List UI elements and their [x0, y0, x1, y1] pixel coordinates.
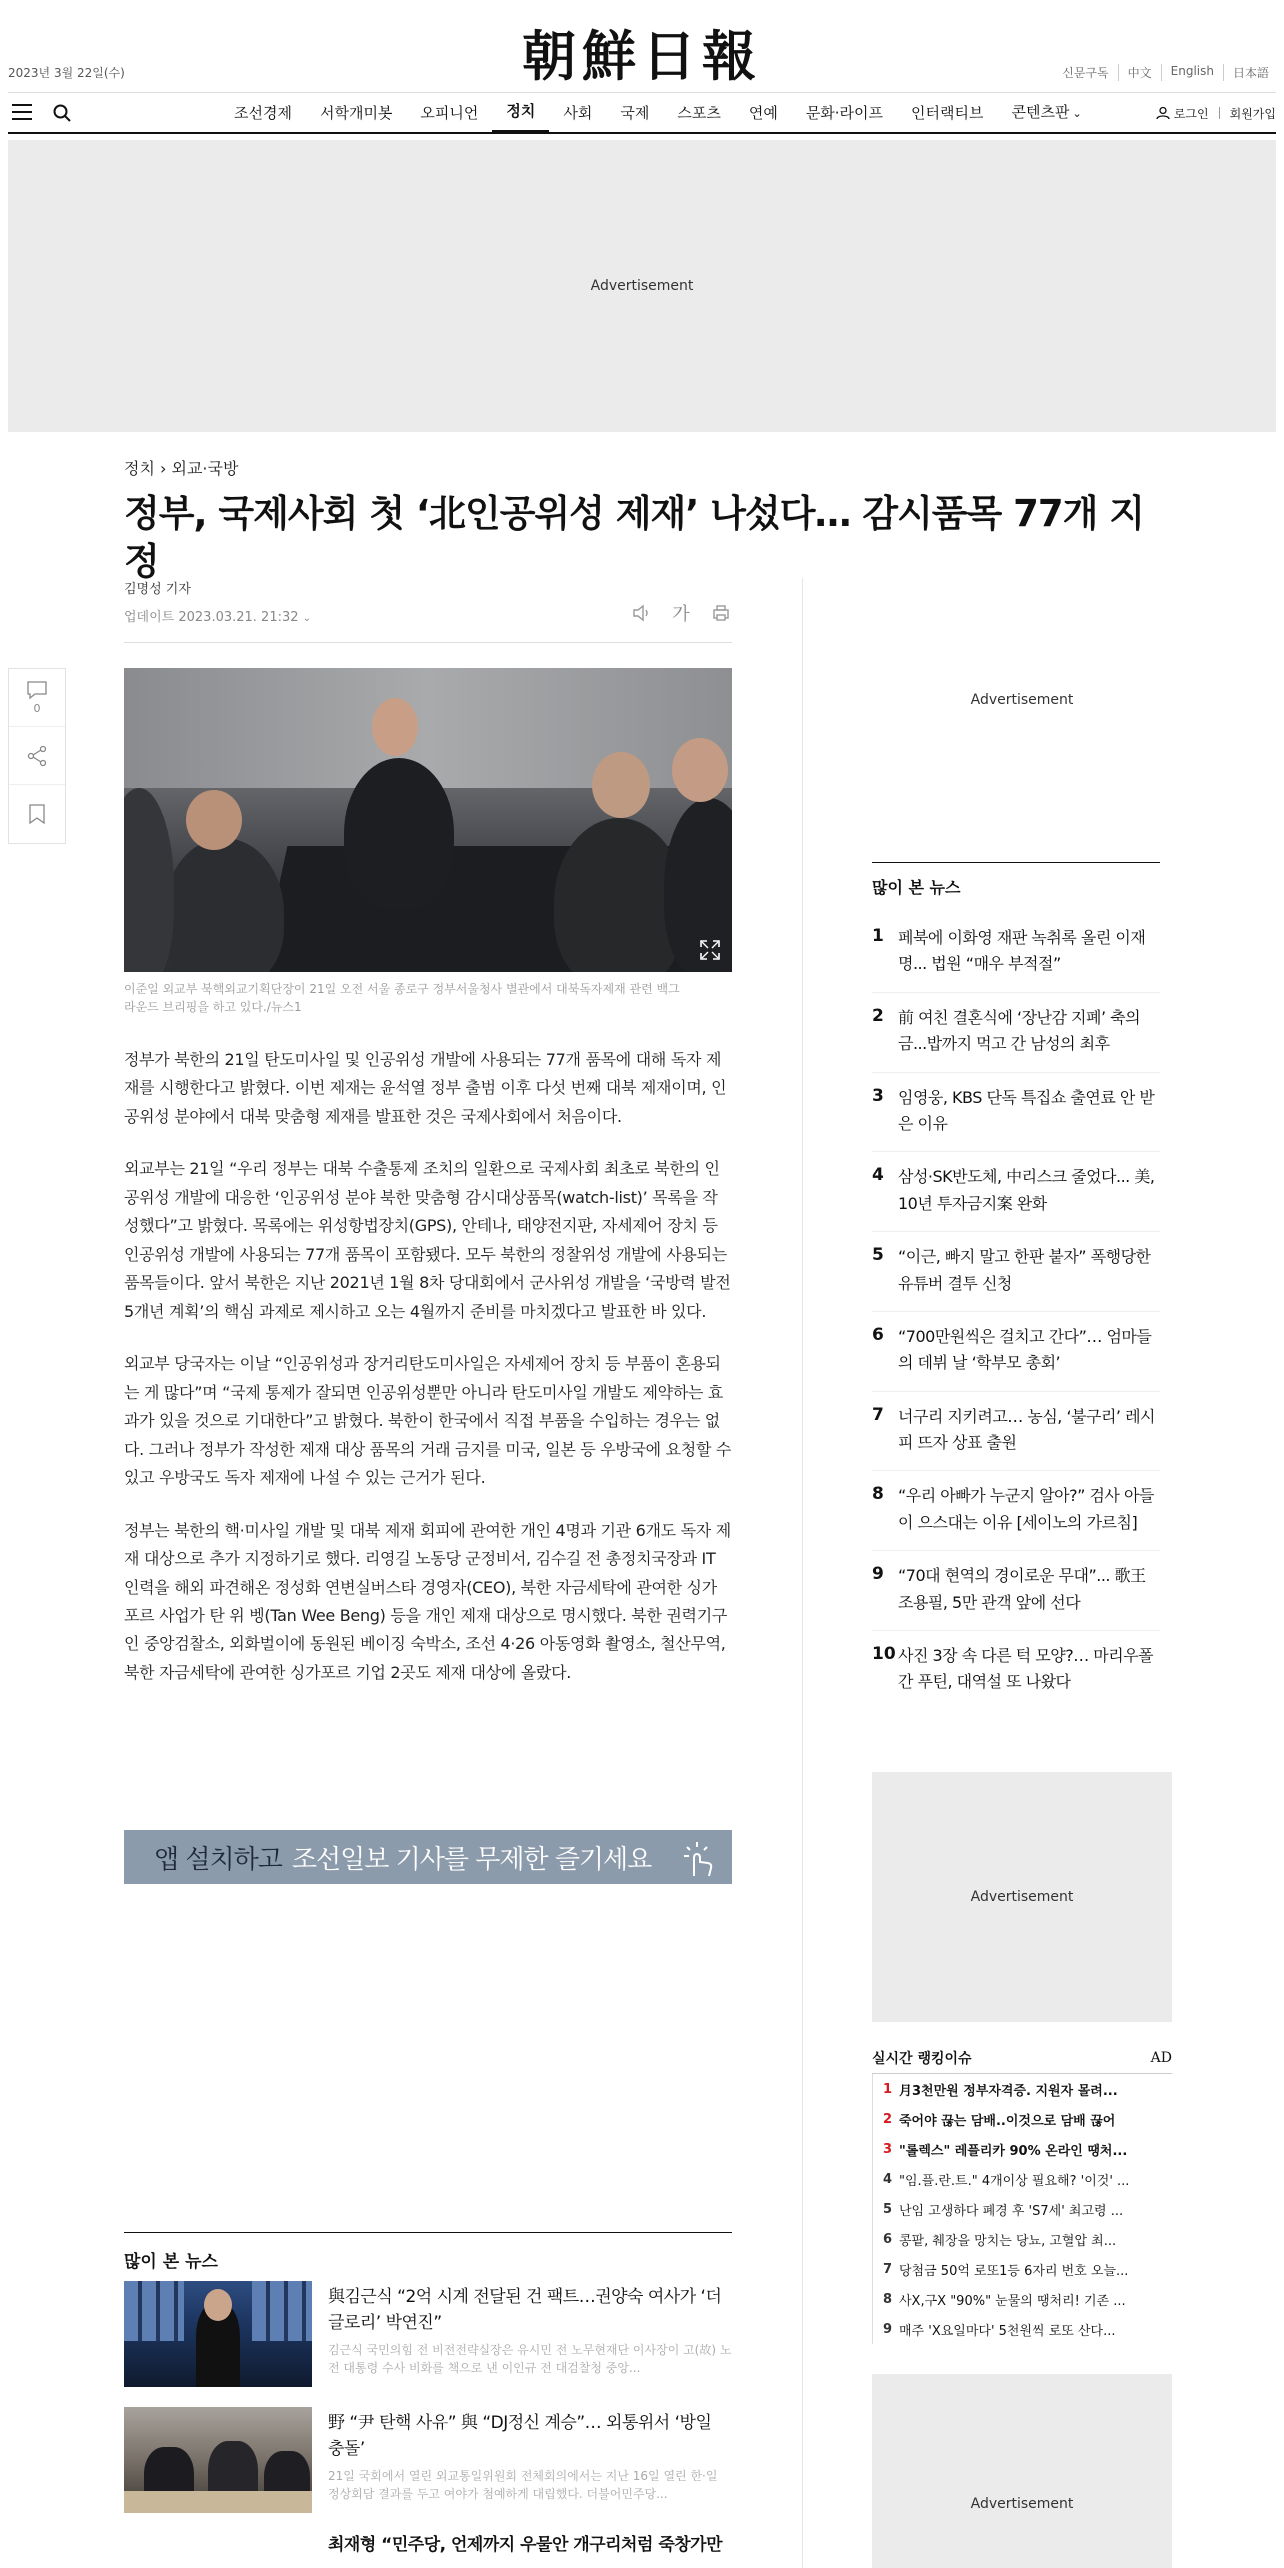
article-header-divider: [124, 642, 732, 643]
most-read-title[interactable]: 최재형 “민주당, 언제까지 우물안 개구리처럼 죽창가만: [328, 2535, 723, 2555]
popular-item[interactable]: [872, 1312, 1160, 1392]
english-link[interactable]: English: [1161, 64, 1223, 81]
login-link[interactable]: 로그인: [1173, 106, 1209, 121]
ranking-number: 5: [883, 2201, 893, 2217]
site-logo[interactable]: 朝鮮日報: [522, 24, 762, 88]
nav-item-sports[interactable]: 스포츠: [677, 104, 721, 122]
hamburger-menu-icon[interactable]: [12, 104, 32, 122]
ranking-number: 2: [883, 2111, 893, 2127]
print-icon[interactable]: [710, 602, 732, 624]
popular-item[interactable]: [872, 1073, 1160, 1153]
comment-count: 0: [33, 702, 41, 715]
font-size-button[interactable]: 가: [672, 604, 690, 625]
article-author[interactable]: 김명성 기자: [124, 582, 191, 597]
ranking-text[interactable]: 매주 'X요일마다' 5천원씩 로또 산다...: [899, 2323, 1116, 2339]
popular-title[interactable]: 임영웅, KBS 단독 특집쇼 출연료 안 받은 이유: [898, 1087, 1155, 1133]
side-tools: [8, 668, 66, 844]
most-read-desc: 김근식 국민의힘 전 비전전략실장은 유시민 전 노무현재단 이사장이 고(故) 노 전 대통령 수사 비화를 책으로 낸 이인규 전 대검찰청 중앙...: [328, 2343, 732, 2375]
nav-item-international[interactable]: 국제: [620, 104, 650, 122]
photo-person-head: [186, 790, 242, 850]
ranking-text[interactable]: 죽어야 끊는 담배..이것으로 담배 끊어: [899, 2113, 1116, 2129]
nav-items: [220, 93, 1096, 133]
most-read-title[interactable]: 與김근식 “2억 시계 전달된 건 팩트…권양숙 여사가 ‘더글로리’ 박연진”: [328, 2287, 722, 2333]
breadcrumb-subsection[interactable]: 외교·국방: [171, 459, 239, 478]
most-read-thumbnail[interactable]: [124, 2407, 312, 2513]
most-read-bottom: [124, 2232, 732, 2568]
popular-title[interactable]: “700만원씩은 걸치고 간다”… 엄마들의 데뷔 날 ‘학부모 총회’: [898, 1326, 1152, 1373]
thumb-person-head: [204, 2289, 232, 2321]
popular-title[interactable]: 페북에 이화영 재판 녹취록 올린 이재명... 법원 “매우 부적절”: [898, 928, 1146, 974]
breadcrumb-section[interactable]: 정치: [124, 459, 155, 478]
right-ad-2-label: Advertisement: [970, 1889, 1074, 1905]
chevron-down-icon: ⌄: [302, 613, 312, 624]
ranking-text[interactable]: 콩팥, 췌장을 망치는 당뇨, 고혈압 최...: [899, 2233, 1117, 2249]
popular-item[interactable]: [872, 913, 1160, 993]
realtime-ranking: [872, 2042, 1172, 2344]
nav-item-seohak-bot[interactable]: 서학개미봇: [319, 104, 393, 122]
signup-link[interactable]: 회원가입: [1229, 106, 1276, 121]
popular-item[interactable]: [872, 1471, 1160, 1551]
article-paragraph: 외교부 당국자는 이날 “인공위성과 장거리탄도미사일은 자세제어 장치 등 부품이 혼용되는 게 많다”며 “국제 통제가 잘되면 인공위성뿐만 아니라 탄도미사일 개발도 제약하는 효과가 있을 것으로 기대한다”고 밝혔다. 북한이 한국에서 직접 부품을 수입하는 경우는 없다. 그러나 정부가 작성한 제재 대상 품목의 거래 금지를 미국, 일본 등 우방국에 요청할 수 있고 우방국도 독자 제재에 나설 수 있는 근거가 된다.: [124, 1354, 732, 1488]
popular-title[interactable]: 前 여친 결혼식에 ‘장난감 지폐’ 축의금...밥까지 먹고 간 남성의 최후: [898, 1007, 1141, 1054]
popular-rank: 8: [872, 1484, 884, 1505]
ranking-ad-label: AD: [1150, 2049, 1172, 2066]
article-headline: 정부, 국제사회 첫 ‘北인공위성 제재’ 나섰다… 감시품목 77개 지정: [124, 492, 1145, 584]
chinese-link[interactable]: 中文: [1118, 64, 1161, 81]
share-button[interactable]: [9, 727, 65, 785]
search-icon[interactable]: [52, 103, 72, 123]
chevron-down-icon: ⌄: [1072, 107, 1082, 120]
nav-item-culture[interactable]: 문화·라이프: [805, 104, 884, 122]
nav-item-contents[interactable]: [997, 92, 1095, 134]
user-links: [1156, 93, 1276, 133]
photo-caption: 이준일 외교부 북핵외교기획단장이 21일 오전 서울 종로구 정부서울청사 별관에서 대북독자제재 관련 백그라운드 브리핑을 하고 있다./뉴스1: [124, 982, 680, 1014]
ranking-header: [872, 2042, 1172, 2074]
ranking-item[interactable]: [873, 2104, 1172, 2134]
comment-icon: [26, 680, 48, 700]
subscribe-link[interactable]: 신문구독: [1062, 66, 1109, 80]
app-banner-text-2: 조선일보 기사를 무제한 즐기세요: [291, 1844, 652, 1875]
user-links-divider: [1219, 107, 1220, 119]
japanese-link[interactable]: 日本語: [1223, 64, 1278, 81]
article-paragraph: 정부가 북한의 21일 탄도미사일 및 인공위성 개발에 사용되는 77개 품목에 대해 독자 제재를 시행한다고 밝혔다. 이번 제재는 윤석열 정부 출범 이후 다섯 번째 대북 제재이며, 인공위성 분야에서 대북 맞춤형 제재를 발표한 것은 국제사회에서 처음이다.: [124, 1050, 727, 1126]
app-banner-text-1: 앱 설치하고: [154, 1844, 282, 1875]
popular-item[interactable]: [872, 1232, 1160, 1312]
popular-rank: 10: [872, 1644, 896, 1665]
ranking-number: 4: [883, 2171, 893, 2187]
ranking-text[interactable]: 月3천만원 정부자격증. 지원자 몰려...: [899, 2083, 1118, 2099]
photo-person-head: [592, 752, 650, 818]
article-paragraph: 외교부는 21일 “우리 정부는 대북 수출통제 조치의 일환으로 국제사회 최초로 북한의 인공위성 개발에 대응한 ‘인공위성 분야 북한 맞춤형 감시대상품목(watch-list)’ 목록을 작성했다”고 밝혔다. 목록에는 위성항법장치(GPS), 안테나, 태양전지판, 자세제어 장치 등 인공위성 개발에 사용되는 77개 품목이 포함됐다. 모두 북한의 정찰위성 개발에 사용되는 품목들이다. 앞서 북한은 지난 2021년 1월 8차 당대회에서 군사위성 개발을 ‘국방력 발전 5개년 계획’의 핵심 과제로 제시하고 오는 4월까지 준비를 마치겠다고 발표한 바 있다.: [124, 1159, 731, 1321]
popular-item[interactable]: [872, 1551, 1160, 1631]
right-ad-2[interactable]: [872, 1772, 1172, 2022]
popular-item[interactable]: [872, 1631, 1160, 1710]
ranking-number: 1: [883, 2081, 893, 2097]
popular-news: [872, 862, 1160, 1710]
app-install-banner[interactable]: [124, 1830, 732, 1884]
popular-rank: 4: [872, 1165, 884, 1186]
nav-item-contents-label: 콘텐츠판: [1011, 103, 1070, 121]
ranking-number: 3: [883, 2141, 893, 2157]
photo-person: [344, 758, 454, 908]
popular-rank: 1: [872, 926, 884, 946]
popular-title[interactable]: “70대 현역의 경이로운 무대”... 歌王 조용필, 5만 관객 앞에 선다: [898, 1566, 1146, 1612]
popular-rank: 9: [872, 1564, 884, 1585]
expand-icon[interactable]: [698, 938, 722, 962]
nav-item-economy[interactable]: 조선경제: [234, 104, 292, 122]
ranking-item[interactable]: [873, 2164, 1172, 2194]
ranking-text[interactable]: "롤렉스" 레플리카 90% 온라인 땡처...: [899, 2143, 1128, 2159]
popular-news-title: 많이 본 뉴스: [872, 878, 961, 897]
top-bar: [0, 0, 1284, 92]
most-read-thumbnail[interactable]: [124, 2281, 312, 2387]
popular-rank: 3: [872, 1085, 884, 1106]
thumb-screens: [124, 2281, 184, 2341]
photo-person-head: [372, 698, 418, 756]
nav-item-interactive[interactable]: 인터랙티브: [911, 104, 984, 122]
popular-item[interactable]: [872, 1392, 1160, 1472]
ranking-number: 7: [883, 2261, 893, 2277]
nav-item-opinion[interactable]: 오피니언: [420, 104, 479, 122]
ranking-number: 9: [883, 2321, 893, 2337]
right-ad-1-label: Advertisement: [970, 692, 1074, 708]
breadcrumb: [124, 456, 238, 479]
chevron-right-icon: ›: [160, 459, 172, 478]
ranking-item[interactable]: [873, 2284, 1172, 2314]
popular-title[interactable]: “이근, 빠지 말고 한판 붙자” 폭행당한 유튜버 결투 신청: [898, 1247, 1151, 1293]
top-ad-label: Advertisement: [590, 278, 694, 294]
nav-item-entertainment[interactable]: 연예: [748, 104, 778, 122]
tap-hand-icon: [680, 1838, 716, 1878]
thumb-desk: [124, 2491, 312, 2513]
thumb-screens: [252, 2281, 312, 2341]
article-paragraph: 정부는 북한의 핵·미사일 개발 및 대북 제재 회피에 관여한 개인 4명과 기관 6개도 독자 제재 대상으로 추가 지정하기로 했다. 리영길 노동당 군정비서, 김수길 전 총정치국장과 IT 인력을 해외 파견해온 정성화 연변실버스타 경영자(CEO), 북한 자금세탁에 관여한 싱가포르 사업가 탄 위 벵(Tan Wee Beng) 등을 개인 제재 대상으로 명시했다. 북한 권력기구인 중앙검찰소, 외화벌이에 동원된 베이징 숙박소, 조선 4·26 아동영화 촬영소, 철산무역, 북한 자금세탁에 관여한 싱가포르 기업 2곳도 제재 대상에 올랐다.: [124, 1520, 731, 1682]
popular-item[interactable]: [872, 1152, 1160, 1232]
most-read-item[interactable]: [124, 2533, 732, 2568]
right-ad-3-label: Advertisement: [970, 2496, 1074, 2512]
ranking-item[interactable]: [873, 2224, 1172, 2254]
ranking-text[interactable]: 난임 고생하다 폐경 후 'S7세' 최고령 ...: [899, 2203, 1124, 2219]
bookmark-icon: [28, 803, 46, 825]
ranking-item[interactable]: [873, 2074, 1172, 2104]
article-photo[interactable]: [124, 668, 732, 972]
top-ad-banner[interactable]: [8, 140, 1276, 432]
photo-person: [124, 788, 174, 972]
photo-person-head: [672, 738, 728, 802]
article-updated-text: 업데이트 2023.03.21. 21:32: [124, 610, 299, 625]
comment-button[interactable]: [9, 669, 65, 727]
article-body: [124, 1046, 732, 1711]
popular-title[interactable]: 삼성·SK반도체, 中리스크 줄었다... 美, 10년 투자금지案 완화: [898, 1167, 1155, 1213]
ranking-number: 6: [883, 2231, 893, 2247]
nav-item-politics[interactable]: 정치: [492, 93, 549, 133]
ranking-list: [872, 2074, 1172, 2344]
popular-item[interactable]: [872, 993, 1160, 1073]
most-read-bottom-title: 많이 본 뉴스: [124, 2252, 218, 2272]
popular-rank: 6: [872, 1324, 884, 1345]
header-date: 2023년 3월 22일(수): [8, 66, 125, 80]
popular-rank: 5: [872, 1245, 884, 1266]
speaker-icon[interactable]: [630, 602, 652, 624]
popular-rank: 2: [872, 1005, 884, 1026]
popular-title[interactable]: 사진 3장 속 다른 턱 모양?… 마리우폴 간 푸틴, 대역설 또 나왔다: [898, 1646, 1154, 1692]
most-read-title[interactable]: 野 “尹 탄핵 사유” 與 “DJ정신 계승”… 외통위서 ‘방일 충돌’: [328, 2413, 712, 2459]
article-updated[interactable]: [124, 606, 311, 625]
main-nav: [8, 92, 1276, 134]
ranking-text[interactable]: 사X,구X "90%" 눈물의 땡처리! 기존 ...: [899, 2293, 1126, 2309]
bookmark-button[interactable]: [9, 785, 65, 843]
share-icon: [26, 745, 48, 767]
column-divider: [802, 578, 803, 2568]
photo-person: [164, 838, 284, 972]
right-ad-1[interactable]: [872, 640, 1172, 760]
popular-title[interactable]: 너구리 지키려고… 농심, ‘불구리’ 레시피 뜨자 상표 출원: [898, 1406, 1155, 1453]
most-read-item[interactable]: [124, 2281, 732, 2407]
nav-item-society[interactable]: 사회: [563, 104, 593, 122]
user-icon: [1156, 106, 1170, 120]
right-ad-3[interactable]: [872, 2374, 1172, 2568]
ranking-number: 8: [883, 2291, 893, 2307]
most-read-desc: 21일 국회에서 열린 외교통일위원회 전체회의에서는 지난 16일 열린 한·일 정상회담 결과를 두고 여야가 첨예하게 대립했다. 더불어민주당...: [328, 2469, 718, 2501]
article-tools: [630, 602, 732, 624]
popular-rank: 7: [872, 1404, 884, 1425]
ranking-item[interactable]: [873, 2314, 1172, 2344]
popular-title[interactable]: “우리 아빠가 누군지 알아?” 검사 아들이 으스대는 이유 [세이노의 가르침]: [898, 1486, 1154, 1532]
ranking-text[interactable]: 당첨금 50억 로또1등 6자리 번호 오늘...: [899, 2263, 1129, 2279]
ranking-text[interactable]: "임.플.란.트." 4개이상 필요해? '이것' ...: [899, 2173, 1130, 2189]
most-read-item[interactable]: [124, 2407, 732, 2533]
header-links: [1053, 64, 1278, 81]
ranking-item[interactable]: [873, 2194, 1172, 2224]
ranking-item[interactable]: [873, 2254, 1172, 2284]
ranking-item[interactable]: [873, 2134, 1172, 2164]
ranking-title: 실시간 랭킹이슈: [872, 2050, 972, 2067]
